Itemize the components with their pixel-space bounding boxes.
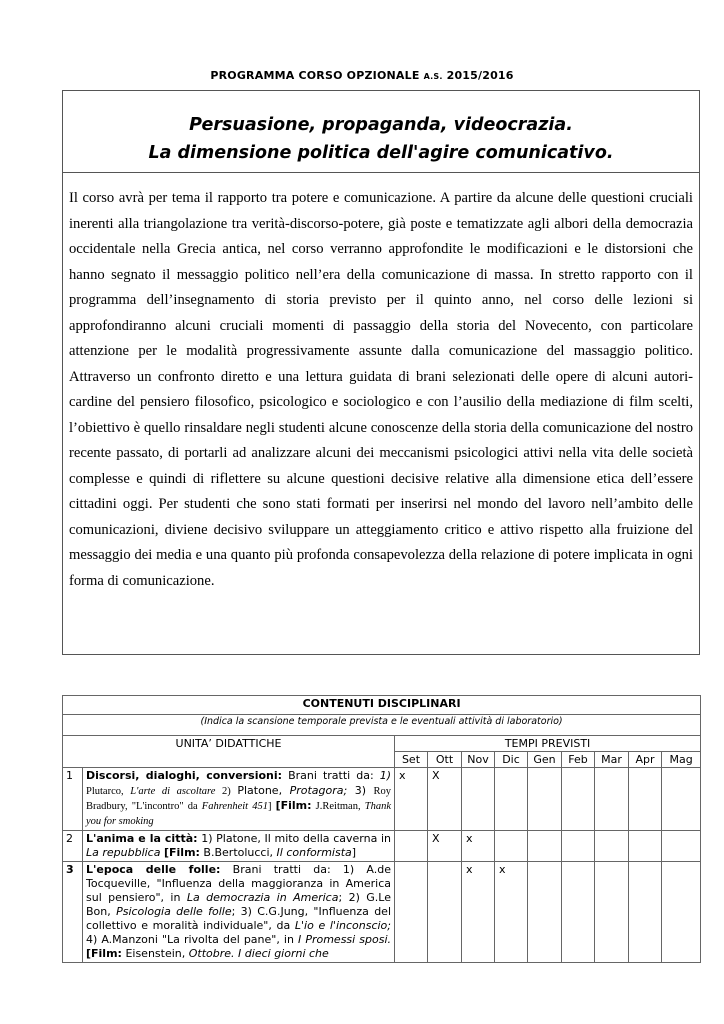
unit-text: J.Reitman, bbox=[311, 801, 365, 812]
schedule-cell-mar bbox=[595, 768, 629, 831]
schedule-cell-gen bbox=[528, 768, 562, 831]
unit-text: L'arte di ascoltare bbox=[130, 786, 216, 797]
unit-text: Il conformista bbox=[276, 846, 352, 859]
schedule-cell-dic bbox=[495, 768, 528, 831]
unit-text: L'io e l'inconscio; bbox=[294, 919, 391, 932]
schedule-cell-ott bbox=[428, 862, 462, 963]
unit-text: Roy Bradbury, "L'incontro" da bbox=[86, 786, 391, 812]
unit-text: L'anima e la città: bbox=[86, 832, 198, 845]
table-row bbox=[63, 862, 701, 963]
schedule-cell-gen bbox=[528, 862, 562, 963]
unit-text: ] bbox=[267, 801, 276, 812]
month-header-mag: Mag bbox=[662, 752, 701, 768]
month-header-apr: Apr bbox=[629, 752, 662, 768]
header-prefix: PROGRAMMA CORSO OPZIONALE bbox=[210, 69, 424, 82]
schedule-cell-mag bbox=[662, 768, 701, 831]
course-description: Il corso avrà per tema il rapporto tra potere e comunicazione. A partire da alcune delle questioni cruciali inerenti alla triangolazione tra verità-discorso-potere, già poste e tematizzate agli albori della democrazia occidentale nella Grecia antica, nel corso verranno approfondite le modificazioni e le distorsioni che hanno segnato il messaggio politico nell’era della comunicazione di massa. In stretto rapporto con il programma dell’insegnamento di storia previsto per il quinto anno, nel corso delle lezioni si approfondiranno alcuni cruciali momenti di passaggio della storia del Novecento, con particolare attenzione per le modalità progressivamente assunte dalla comunicazione del massaggio politico. Attraverso un confronto diretto e una lettura guidata di brani selezionati delle opere di alcuni autori-cardine del pensiero filosofico, psicologico e sociologico e con l’ausilio della mediazione di film scelti, l’obiettivo è quello rinsaldare negli studenti alcune conoscenze della storia della comunicazione del nostro recente passato, di portarli ad analizzare alcuni dei meccanismi psicologici attivi nella vita delle società complesse e quindi di riflettere su alcune questioni decisive relative alla dimensione etica dell’essere cittadini oggi. Per studenti che sono stati formati per inserirsi nel mondo del lavoro nell’ambito delle comunicazioni, diviene decisivo sviluppare un atteggiamento critico e attivo rispetto alla fruizione del messaggio dei media e una quanto più profonda consapevolezza della relazione di potere implicata in ogni forma di comunicazione. bbox=[69, 190, 693, 589]
table-row bbox=[63, 831, 701, 862]
unit-number: 3 bbox=[63, 862, 83, 963]
unit-text: La repubblica bbox=[86, 846, 161, 859]
units-column-header: UNITA’ DIDATTICHE bbox=[63, 736, 395, 768]
schedule-cell-set bbox=[395, 831, 428, 862]
unit-text: Brani tratti da: 1) A.de Tocqueville, "Influenza della maggioranza in America sul pensiero", in bbox=[86, 863, 391, 904]
schedule-cell-apr bbox=[629, 862, 662, 963]
schedule-cell-mag bbox=[662, 862, 701, 963]
schedule-cell-dic bbox=[495, 831, 528, 862]
header-as: A.S. bbox=[423, 72, 443, 81]
unit-text: Platone, bbox=[237, 784, 290, 797]
unit-text: Discorsi, dialoghi, conversioni: bbox=[86, 769, 283, 782]
unit-text: 1) Platone, Il mito della caverna in bbox=[197, 832, 392, 845]
schedule-cell-mag bbox=[662, 831, 701, 862]
month-header-ott: Ott bbox=[428, 752, 462, 768]
unit-text: ] bbox=[351, 846, 357, 859]
schedule-cell-set bbox=[395, 862, 428, 963]
unit-text: 1) bbox=[379, 769, 391, 782]
unit-text: ; 3) C.G.Jung, "Influenza del collettivo e moralità individuale", da bbox=[86, 905, 391, 932]
course-box bbox=[62, 90, 700, 655]
unit-text: [Film: bbox=[86, 947, 122, 960]
table-subheading: (Indica la scansione temporale prevista e le eventuali attività di laboratorio) bbox=[63, 715, 701, 736]
schedule-cell-nov: x bbox=[462, 862, 495, 963]
unit-number: 2 bbox=[63, 831, 83, 862]
schedule-cell-apr bbox=[629, 768, 662, 831]
unit-text: Protagora; bbox=[289, 784, 348, 797]
unit-text: Brani tratti da: bbox=[282, 769, 380, 782]
schedule-cell-mar bbox=[595, 862, 629, 963]
schedule-cell-feb bbox=[562, 768, 595, 831]
unit-text: I Promessi sposi. bbox=[298, 933, 391, 946]
contents-table bbox=[62, 695, 701, 963]
title-line-1: Persuasione, propaganda, videocrazia. bbox=[189, 115, 573, 135]
month-header-dic: Dic bbox=[495, 752, 528, 768]
schedule-cell-feb bbox=[562, 831, 595, 862]
unit-text: Eisenstein, bbox=[121, 947, 189, 960]
unit-text: [Film: bbox=[163, 846, 200, 859]
unit-text: B.Bertolucci, bbox=[199, 846, 277, 859]
unit-text: Fahrenheit 451 bbox=[201, 801, 268, 812]
schedule-cell-feb bbox=[562, 862, 595, 963]
month-header-nov: Nov bbox=[462, 752, 495, 768]
schedule-cell-apr bbox=[629, 831, 662, 862]
month-header-feb: Feb bbox=[562, 752, 595, 768]
header-year: 2015/2016 bbox=[442, 69, 514, 82]
unit-text: La democrazia in America bbox=[186, 891, 339, 904]
schedule-cell-ott: X bbox=[428, 768, 462, 831]
unit-description bbox=[83, 768, 395, 831]
unit-text: [Film: bbox=[275, 799, 312, 812]
month-header-gen: Gen bbox=[528, 752, 562, 768]
unit-number: 1 bbox=[63, 768, 83, 831]
month-header-mar: Mar bbox=[595, 752, 629, 768]
unit-text: 4) A.Manzoni "La rivolta del pane", in bbox=[86, 933, 299, 946]
schedule-cell-set: x bbox=[395, 768, 428, 831]
unit-description bbox=[83, 831, 395, 862]
units-body bbox=[63, 768, 701, 963]
unit-text: 2) bbox=[215, 786, 238, 797]
times-column-header: TEMPI PREVISTI bbox=[395, 736, 701, 752]
document-header bbox=[0, 69, 724, 82]
unit-text: Ottobre. I dieci giorni che bbox=[188, 947, 329, 960]
unit-text: L'epoca delle folle: bbox=[86, 863, 221, 876]
schedule-cell-gen bbox=[528, 831, 562, 862]
course-title bbox=[63, 91, 699, 173]
unit-text: ; 2) G.Le Bon, bbox=[86, 891, 392, 918]
table-heading: CONTENUTI DISCIPLINARI bbox=[63, 696, 701, 715]
month-header-set: Set bbox=[395, 752, 428, 768]
unit-text: 3) bbox=[347, 784, 374, 797]
schedule-cell-nov: x bbox=[462, 831, 495, 862]
unit-description bbox=[83, 862, 395, 963]
schedule-cell-mar bbox=[595, 831, 629, 862]
unit-text: Thank you for smoking bbox=[86, 801, 391, 827]
title-line-2: La dimensione politica dell'agire comunicativo. bbox=[148, 143, 614, 163]
schedule-cell-dic: x bbox=[495, 862, 528, 963]
schedule-cell-nov bbox=[462, 768, 495, 831]
unit-text: Plutarco, bbox=[86, 786, 131, 797]
unit-text: Psicologia delle folle bbox=[116, 905, 232, 918]
schedule-cell-ott: X bbox=[428, 831, 462, 862]
table-row bbox=[63, 768, 701, 831]
